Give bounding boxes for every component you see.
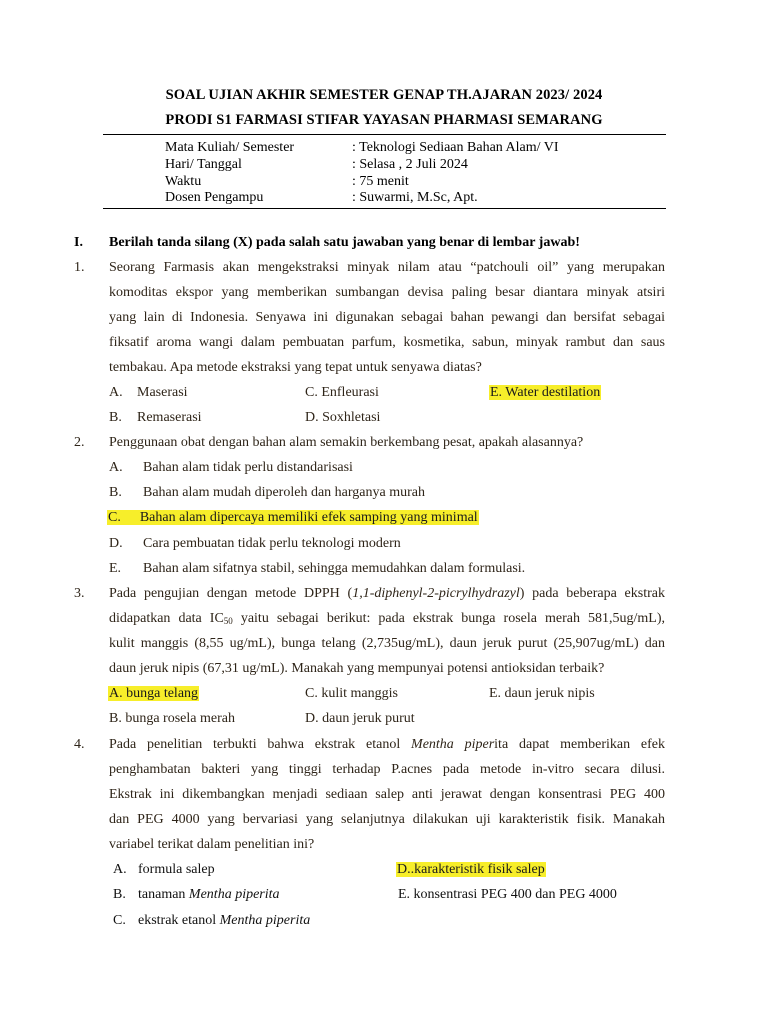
- question-text-line: [109, 611, 665, 627]
- text-span: Pada pengujian dengan metode DPPH (: [109, 586, 353, 601]
- question-number: 4.: [74, 737, 85, 752]
- option-a: Maserasi: [137, 385, 188, 400]
- text-span: ekstrak etanol: [138, 913, 220, 928]
- answer-highlight: A. bunga telang: [109, 686, 199, 701]
- text-span: didapatkan data IC: [109, 611, 224, 626]
- info-label-course: Mata Kuliah/ Semester: [165, 140, 295, 155]
- option-e: E. konsentrasi PEG 400 dan PEG 4000: [398, 887, 617, 902]
- text-span: yaitu sebagai berikut: pada ekstrak bunga rosela merah 581,5ug/mL),: [232, 611, 665, 626]
- option-a: Bahan alam tidak perlu distandarisasi: [143, 460, 353, 475]
- option-b-letter: B.: [109, 485, 122, 500]
- question-number: 1.: [74, 260, 85, 275]
- info-value-lecturer: : Suwarmi, M.Sc, Apt.: [352, 190, 478, 205]
- option-b: Bahan alam mudah diperoleh dan harganya murah: [143, 485, 425, 500]
- option-e: Bahan alam sifatnya stabil, sehingga memudahkan dalam formulasi.: [143, 561, 526, 576]
- question-text: Penggunaan obat dengan bahan alam semakin berkembang pesat, apakah alasannya?: [109, 435, 584, 450]
- section-number: I.: [74, 235, 83, 250]
- question-text-line: [109, 737, 665, 753]
- info-label-time: Waktu: [165, 174, 202, 189]
- answer-highlight: E. Water destilation: [490, 385, 601, 400]
- species-name: Mentha piper: [411, 737, 495, 752]
- section-instruction: Berilah tanda silang (X) pada salah satu jawaban yang benar di lembar jawab!: [109, 235, 580, 250]
- option-a-letter: A.: [109, 460, 123, 475]
- info-value-date: : Selasa , 2 Juli 2024: [352, 157, 468, 172]
- option-e-correct: [489, 385, 601, 401]
- option-a-correct: [108, 686, 199, 702]
- option-c-text: Bahan alam dipercaya memiliki efek samping yang minimal: [139, 510, 478, 525]
- answer-highlight: D..karakteristik fisik salep: [397, 862, 545, 877]
- subscript: 50: [223, 616, 233, 626]
- option-d: D. Soxhletasi: [305, 410, 381, 425]
- option-b: [138, 887, 280, 903]
- text-span: ) pada beberapa ekstrak: [519, 586, 665, 601]
- option-a: formula salep: [138, 862, 215, 877]
- info-label-date: Hari/ Tanggal: [165, 157, 242, 172]
- option-b: Remaserasi: [137, 410, 202, 425]
- option-b-letter: B.: [113, 887, 126, 902]
- info-value-time: : 75 menit: [352, 174, 409, 189]
- text-span: ita dapat memberikan efek: [494, 737, 665, 752]
- option-e: E. daun jeruk nipis: [489, 686, 595, 701]
- info-label-lecturer: Dosen Pengampu: [165, 190, 264, 205]
- option-c-letter: C.: [113, 913, 126, 928]
- option-d: Cara pembuatan tidak perlu teknologi modern: [143, 536, 401, 551]
- question-text-line: [109, 586, 665, 602]
- option-b-letter: B.: [109, 410, 122, 425]
- option-d: D. daun jeruk purut: [305, 711, 415, 726]
- option-c-letter: C.: [108, 510, 121, 525]
- option-e-letter: E.: [109, 561, 122, 576]
- text-span: tanaman: [138, 887, 189, 902]
- answer-highlight: [107, 510, 479, 525]
- text-span: Pada penelitian terbukti bahwa ekstrak etanol: [109, 737, 412, 752]
- question-text-line: fiksatif aroma wangi dalam pembuatan parfum, kosmetika, sabun, minyak rambut dan saus: [109, 335, 665, 350]
- question-text-line: komoditas ekspor yang memberikan sumbangan devisa paling besar diantara minyak atsiri: [109, 285, 665, 300]
- question-text-line: Seorang Farmasis akan mengekstraksi minyak nilam atau “patchouli oil” yang merupakan: [109, 260, 665, 275]
- info-value-course: : Teknologi Sediaan Bahan Alam/ VI: [352, 140, 559, 155]
- question-text-line: daun jeruk nipis (67,31 ug/mL). Manakah yang mempunyai potensi antioksidan terbaik?: [109, 661, 605, 676]
- option-c: C. Enfleurasi: [305, 385, 379, 400]
- question-text-line: dan PEG 4000 yang bervariasi yang selanjutnya dilakukan uji karakteristik fisik. Manakah: [109, 812, 665, 827]
- header-rule-bottom: [103, 208, 666, 209]
- question-text-line: yang lain di Indonesia. Senyawa ini digunakan sebagai bahan pewangi dan bersifat sebagai: [109, 310, 665, 325]
- option-d-letter: D.: [109, 536, 123, 551]
- question-text-line: tembakau. Apa metode ekstraksi yang tepat untuk senyawa diatas?: [109, 360, 482, 375]
- option-c: C. kulit manggis: [305, 686, 398, 701]
- option-c: [138, 913, 310, 929]
- chemical-name: 1,1-diphenyl-2-picrylhydrazyl: [352, 586, 520, 601]
- species-name: Mentha piperita: [188, 887, 280, 902]
- question-text-line: penghambatan bakteri yang tinggi terhadap P.acnes pada metode in-vitro secara dilusi.: [109, 762, 665, 777]
- species-name: Mentha piperita: [219, 913, 311, 928]
- option-d-correct: [396, 862, 546, 878]
- question-number: 2.: [74, 435, 85, 450]
- question-text-line: Ekstrak ini dikembangkan menjadi sediaan salep anti jerawat dengan konsentrasi PEG 400: [109, 787, 665, 802]
- header-rule-top: [103, 134, 666, 135]
- question-text-line: kulit manggis (8,55 ug/mL), bunga telang (2,735ug/mL), daun jeruk purut (25,907ug/mL) dan: [109, 636, 665, 651]
- option-a-letter: A.: [113, 862, 127, 877]
- program-title: PRODI S1 FARMASI STIFAR YAYASAN PHARMASI SEMARANG: [165, 112, 603, 128]
- option-a-letter: A.: [109, 385, 123, 400]
- question-number: 3.: [74, 586, 85, 601]
- option-b: B. bunga rosela merah: [109, 711, 235, 726]
- option-c-correct: [107, 510, 479, 526]
- exam-title: SOAL UJIAN AKHIR SEMESTER GENAP TH.AJARAN 2023/ 2024: [165, 87, 603, 103]
- question-text-line: variabel terikat dalam penelitian ini?: [109, 837, 315, 852]
